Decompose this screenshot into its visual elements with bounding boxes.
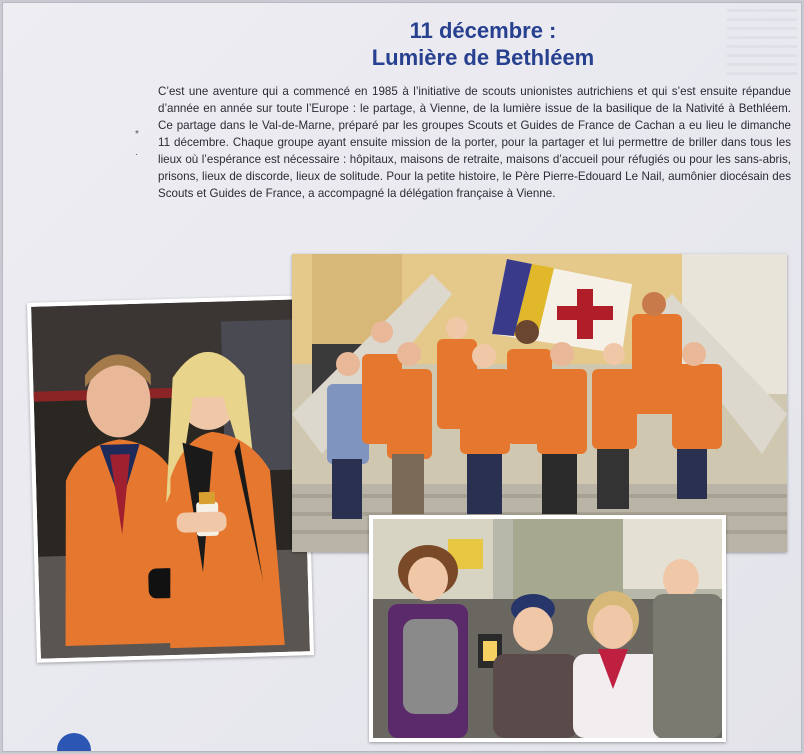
- photo-scout-group-image: [292, 254, 787, 552]
- photo-children-lantern: [369, 515, 726, 742]
- article-body: C’est une aventure qui a commencé en 1985 à l’initiative de scouts unionistes autrichiens et qui s’est ensuite répandue d’année en année sur toute l’Europe : le partage, à Vienne, de la lumière issue de la basilique de la Nativité à Bethléem. Ce partage dans le Val-de-Marne, préparé par les groupes Scouts et Guides de France de Cachan a eu lieu le dimanche 11 décembre. Chaque groupe ayant ensuite mission de la porter, pour la partager et lui permettre de briller dans tous les lieux où l’espérance est nécessaire : hôpitaux, maisons de retraite, maisons d’accueil pour réfugiés ou pour les sans-abris, prisons, lieux de discorde, lieux de solitude. Pour la petite histoire, le Père Pierre-Edouard Le Nail, aumônier diocésain des Scouts et Guides de France, a accompagné la délégation française à Vienne.: [158, 85, 791, 200]
- page-number-tab: [57, 733, 91, 752]
- title-heading: Lumière de Bethléem: [371, 45, 595, 70]
- photo-children-lantern-image: [373, 519, 722, 738]
- star-mark: *: [135, 129, 139, 140]
- star-mark: ·: [135, 149, 139, 160]
- photo-two-scouts: [27, 295, 314, 663]
- magazine-page: [2, 2, 802, 752]
- article-title: [163, 17, 802, 71]
- photo-two-scouts-image: [31, 299, 310, 658]
- title-date: 11 décembre :: [409, 18, 557, 43]
- photo-scout-group: [292, 254, 787, 552]
